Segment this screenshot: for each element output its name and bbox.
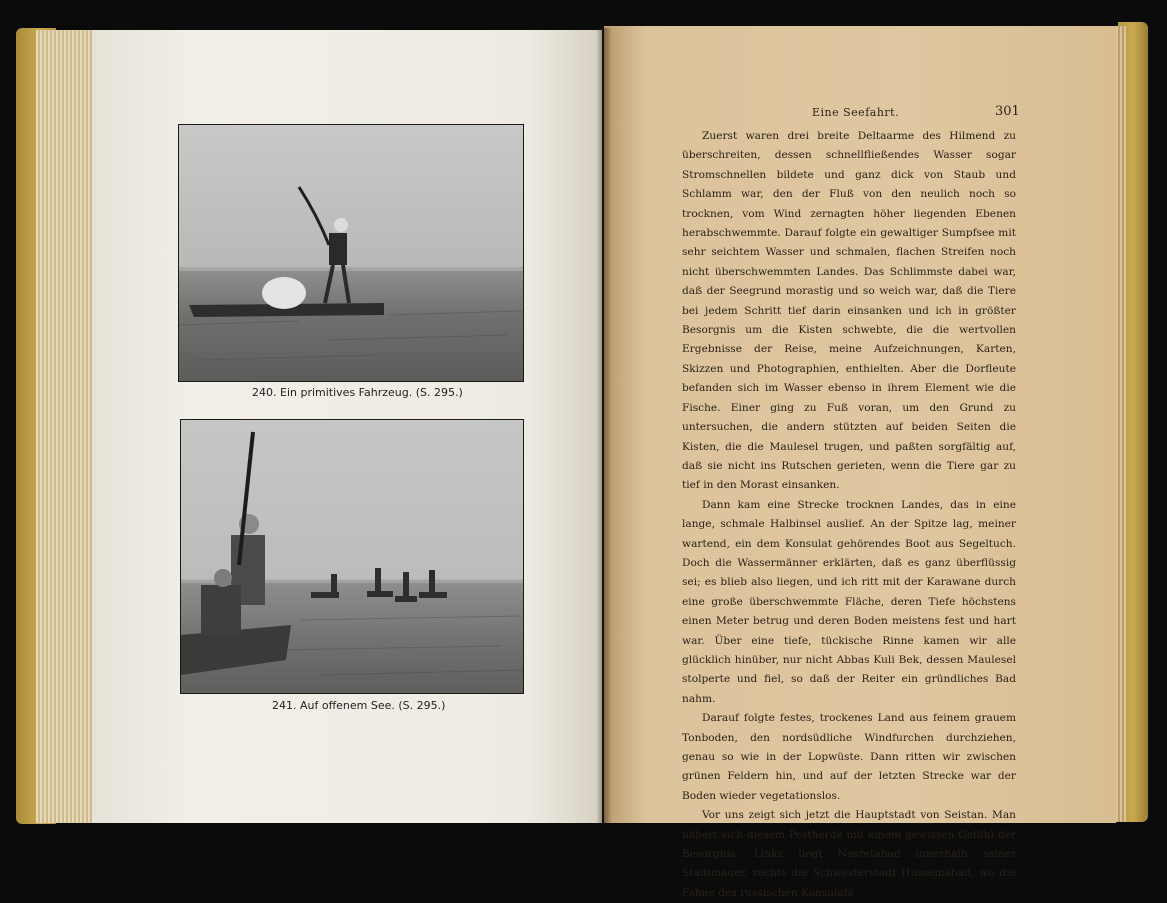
page-number: 301	[995, 104, 1020, 119]
paragraph: Zuerst waren drei breite Deltaarme des Hilmend zu überschreiten, dessen schnellfließendes Wasser sogar Stromschnellen bildete und ganz dick von Staub und Schlamm war, den der Fluß von den neulich noch so trocknen, vom Wind zernagten höher liegenden Ebenen herabschwemmte. Darauf folgte ein gewaltiger Sumpfsee mit sehr seichtem Wasser und schmalen, flachen Streifen noch nicht überschwemmten Landes. Das Schlimmste dabei war, daß der Seegrund morastig und so weich war, daß die Tiere bei jedem Schritt tief darin einsanken und ich in größter Besorgnis um die Kisten schwebte, die die wertvollen Ergebnisse der Reise, meine Aufzeichnungen, Karten, Skizzen und Photographien, enthielten. Aber die Dorfleute befanden sich im Wasser ebenso in ihrem Element wie die Fische. Einer ging zu Fuß voran, um den Grund zu untersuchen, die andern stützten auf beiden Seiten die Kisten, die die Maulesel trugen, und paßten sorgfältig auf, daß sie nicht ins Rutschen gerieten, wenn die Tiere gar zu tief in den Morast einsanken.	[682, 130, 1016, 492]
body-text	[682, 127, 1016, 903]
paragraph: Darauf folgte festes, trockenes Land aus feinem grauem Tonboden, den nordsüdliche Windfurchen durchziehen, genau so wie in der Lopwüste. Dann ritten wir zwischen grünen Feldern hin, und auf der letzten Strecke war der Boden wieder vegetationslos.	[682, 712, 1016, 802]
photo-primitive-raft	[178, 124, 524, 382]
figure-241-caption: 241. Auf offenem See. (S. 295.)	[272, 699, 446, 712]
book-gutter	[596, 28, 612, 823]
running-head: Eine Seefahrt.	[812, 106, 900, 119]
paragraph: Dann kam eine Strecke trocknen Landes, das in eine lange, schmale Halbinsel auslief. An der Spitze lag, meiner wartend, ein dem Konsulat gehörendes Boot aus Segeltuch. Doch die Wassermänner erklärten, daß es ganz überflüssig sei; es blieb also liegen, und ich ritt mit der Karawane durch eine große überschwemmte Fläche, deren Tiefe höchstens einen Meter betrug und deren Boden meistens fest und hart war. Über eine tiefe, tückische Rinne kamen wir alle glücklich hinüber, nur nicht Abbas Kuli Bek, dessen Maulesel stolperte und fiel, so daß der Reiter ein gründliches Bad nahm.	[682, 498, 1016, 705]
photo-open-lake	[180, 419, 524, 694]
paragraph: Vor uns zeigt sich jetzt die Hauptstadt von Seistan. Man nähert sich diesem Pestherde mit einem gewissen Gefühl der Besorgnis. Links liegt Nasretabad innerhalb seiner Stadtmauer, rechts die Schwesterstadt Husseinabad, wo die Fahne des russischen Konsulats	[682, 809, 1016, 899]
page-edges-left	[36, 30, 98, 823]
figure-240-caption: 240. Ein primitives Fahrzeug. (S. 295.)	[252, 386, 463, 399]
